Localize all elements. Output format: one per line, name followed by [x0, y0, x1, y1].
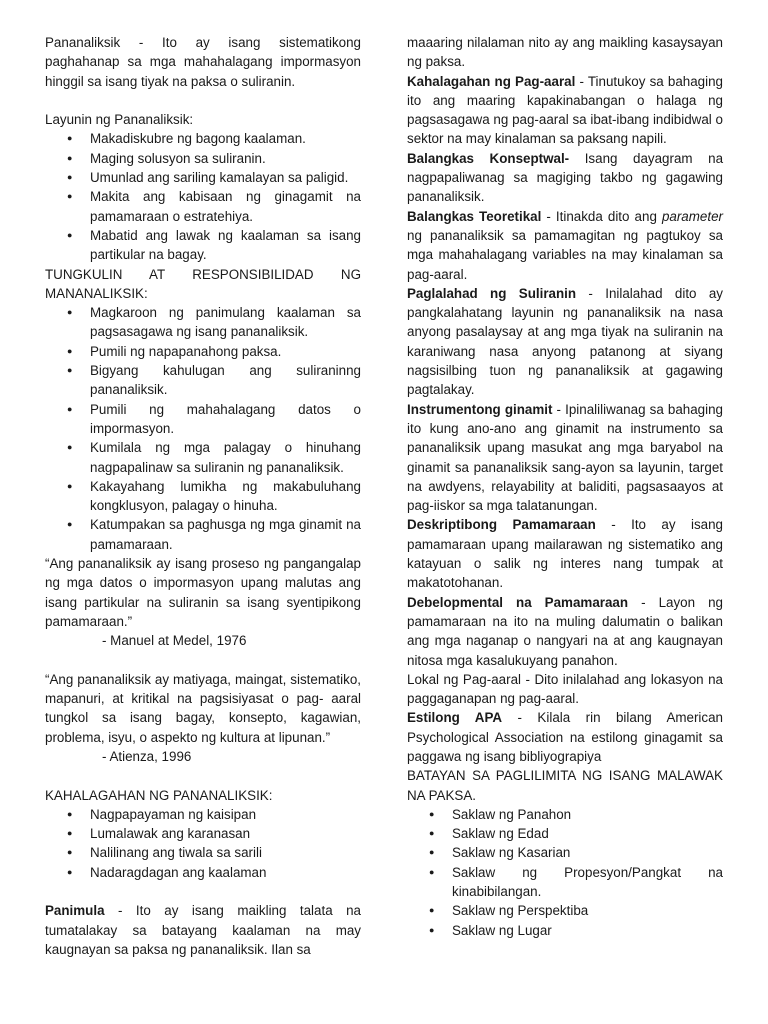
- kahalagahan-heading: KAHALAGAHAN NG PANANALIKSIK:: [45, 787, 273, 803]
- term-label: Estilong APA: [407, 710, 503, 726]
- kahalagahan-list: [45, 805, 361, 882]
- citation-atienza: - Atienza, 1996: [102, 748, 192, 764]
- spacer: [45, 766, 361, 785]
- list-item: ● Katumpakan sa paghusga ng mga ginamit na pamamaraan.: [45, 515, 361, 554]
- lokal-entry: Lokal ng Pag-aaral - Dito inilalahad ang lokasyon na paggaganapan ng pag-aaral.: [407, 671, 723, 707]
- balangkas-teoretikal-entry: [407, 207, 723, 284]
- list-item: ● Pumili ng mahahalagang datos o impormasyon.: [45, 400, 361, 439]
- right-column: [407, 33, 723, 940]
- list-item: ● Saklaw ng Propesyon/Pangkat na kinabibilangan.: [407, 863, 723, 902]
- batayan-list: [407, 805, 723, 940]
- term-label: Kahalagahan ng Pag-aaral: [407, 73, 576, 89]
- list-item: ● Saklaw ng Panahon: [407, 805, 723, 824]
- kahalagahan-pag-aaral-entry: [407, 72, 723, 149]
- list-item: ● Nagpapayaman ng kaisipan: [45, 805, 361, 824]
- tungkulin-list: [45, 303, 361, 554]
- debelopmental-entry: [407, 593, 723, 670]
- list-item: ● Saklaw ng Perspektiba: [407, 901, 723, 920]
- term-label: Paglalahad ng Suliranin: [407, 285, 577, 301]
- list-item: ● Kumilala ng mga palagay o hinuhang nagpapalinaw sa suliranin ng pananaliksik.: [45, 438, 361, 477]
- list-item: ● Maging solusyon sa suliranin.: [45, 149, 361, 168]
- term-label: Panimula: [45, 903, 105, 919]
- term-definition: - Ipinaliliwanag sa bahaging ito kung ano-ano ang ginamit na instrumento sa pananaliksik upang masukat ang mga baryabol na ginamit sa pananaliksik sang-ayon sa layunin, target na awdyens, relayability at baliditi, pagsasaayos at pag-iiskor sa mga talatanungan.: [407, 401, 723, 514]
- layunin-list: [45, 129, 361, 264]
- list-item: ● Nalilinang ang tiwala sa sarili: [45, 843, 361, 862]
- deskriptibo-entry: [407, 515, 723, 592]
- instrumento-entry: [407, 400, 723, 516]
- spacer: [45, 651, 361, 670]
- list-item: ● Magkaroon ng panimulang kaalaman sa pagsasagawa ng isang pananaliksik.: [45, 303, 361, 342]
- list-item: ● Kakayahang lumikha ng makabuluhang kongklusyon, palagay o hinuha.: [45, 477, 361, 516]
- list-item: ● Makita ang kabisaan ng ginagamit na pamamaraan o estratehiya.: [45, 187, 361, 226]
- term-definition: - Kilala rin bilang American Psychological Association na estilong ginagamit sa paggawa ng isang bibliyograpiya: [407, 710, 723, 764]
- list-item: ● Mabatid ang lawak ng kaalaman sa isang partikular na bagay.: [45, 226, 361, 265]
- left-column: [45, 33, 361, 959]
- layunin-heading: Layunin ng Pananaliksik:: [45, 112, 194, 128]
- tungkulin-heading: TUNGKULIN AT RESPONSIBILIDAD NG MANANALIKSIK:: [45, 266, 361, 301]
- list-item: ● Pumili ng napapanahong paksa.: [45, 342, 361, 361]
- term-definition: - Tinutukoy sa bahaging ito ang maaring kapakinabangan o halaga ng pagsasagawa ng pag-aaral sa ibat-ibang indibidwal o sektor na may kinalaman sa paksang napili.: [407, 73, 724, 147]
- list-item: ● Saklaw ng Kasarian: [407, 843, 723, 862]
- term-label: Deskriptibong Pamamaraan: [407, 517, 596, 533]
- term-label: Debelopmental na Pamamaraan: [407, 594, 629, 610]
- spacer: [45, 91, 361, 110]
- term-label: Instrumentong ginamit: [407, 401, 553, 417]
- term-label: Balangkas Teoretikal: [407, 208, 542, 224]
- term-definition: - Layon ng pamamaraan na ito na muling dalumatin o balikan ang mga naganap o nangyari na at ang kaugnayan nitosa mga kasalukuyang panahon.: [407, 594, 723, 668]
- term-definition: - Ito ay isang pamamaraan upang mailarawan ng sistematiko ang katayuan o salik ng interes nang tumpak at makatotohanan.: [407, 517, 723, 591]
- balangkas-konseptwal-entry: [407, 149, 723, 207]
- list-item: ● Saklaw ng Edad: [407, 824, 723, 843]
- list-item: ● Saklaw ng Lugar: [407, 921, 723, 940]
- apa-entry: [407, 708, 723, 766]
- term-definition: ng pananaliksik sa pamamagitan ng pagtukoy sa mga mahahalagang variables na may kinalaman sa pag-aaral.: [407, 227, 723, 282]
- list-item: ● Umunlad ang sariling kamalayan sa paligid.: [45, 168, 361, 187]
- term-emphasis: parameter: [661, 208, 723, 224]
- intro-paragraph: Pananaliksik - Ito ay isang sistematikong paghahanap sa mga mahahalagang impormasyon hinggil sa isang tiyak na paksa o suliranin.: [45, 35, 361, 89]
- paglalahad-entry: [407, 284, 723, 400]
- list-item: ● Bigyang kahulugan ang suliraninng pananaliksik.: [45, 361, 361, 400]
- term-definition: - Itinakda dito ang: [541, 208, 662, 224]
- term-definition: - Inilalahad dito ay pangkalahatang layunin ng pananaliksik na nasa anyong pasalaysay at ang mga tiyak na suliranin na karaniwang nasa anyong patanong at siyang nagsisilbing tuon ng pananaliksik at gagawing pagtalakay.: [407, 285, 723, 398]
- term-definition: Isang dayagram na nagpapaliwanag sa magiging takbo ng gagawing pananaliksik.: [407, 150, 724, 205]
- citation-manuel-medel: - Manuel at Medel, 1976: [102, 633, 247, 649]
- batayan-heading: BATAYAN SA PAGLILIMITA NG ISANG MALAWAK NA PAKSA.: [407, 768, 723, 803]
- panimula-continuation: maaaring nilalaman nito ay ang maikling kasaysayan ng paksa.: [407, 35, 723, 70]
- term-definition: - Ito ay isang maikling talata na tumatalakay sa batayang kaalaman na may kaugnayan sa paksa ng pananaliksik. Ilan sa: [45, 903, 361, 957]
- list-item: ● Makadiskubre ng bagong kaalaman.: [45, 129, 361, 148]
- panimula-paragraph: [45, 901, 361, 959]
- list-item: ● Nadaragdagan ang kaalaman: [45, 863, 361, 882]
- quote-atienza: “Ang pananaliksik ay matiyaga, maingat, sistematiko, mapanuri, at kritikal na pagsisiyasat o pag- aaral tungkol sa isang bagay, konsepto, kagawian, problema, isyu, o aspekto ng kultura at lipunan.”: [45, 671, 361, 745]
- term-label: Balangkas Konseptwal-: [407, 150, 570, 166]
- quote-manuel-medel: “Ang pananaliksik ay isang proseso ng pangangalap ng mga datos o impormasyon upang malutas ang isang partikular na suliranin sa isang syentipikong pamamaraan.”: [45, 556, 361, 629]
- list-item: ● Lumalawak ang karanasan: [45, 824, 361, 843]
- spacer: [45, 882, 361, 901]
